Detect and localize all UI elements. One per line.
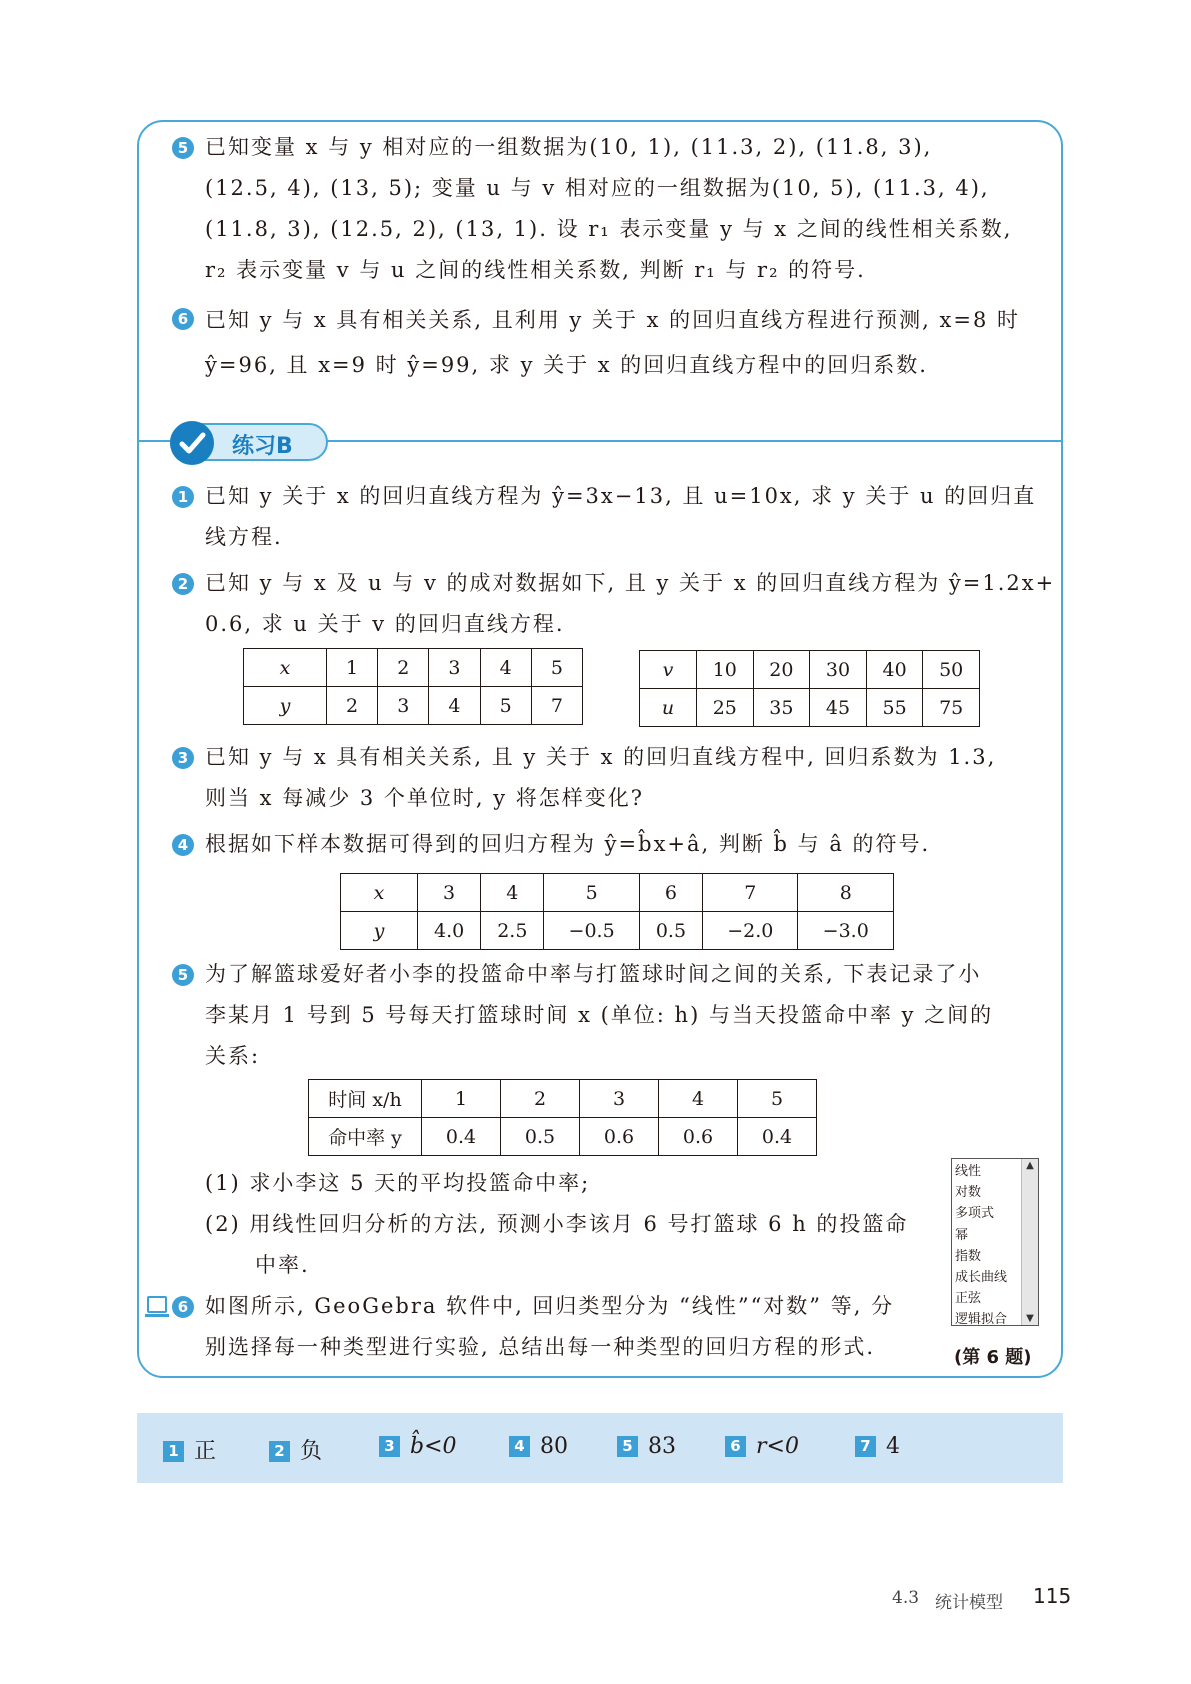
- exercise-text-line: (12.5, 4), (13, 5); 变量 u 与 v 相对应的一组数据为(10, 5), (11.3, 4),: [205, 176, 990, 200]
- table-cell: 25: [697, 689, 754, 727]
- listbox-items: [955, 1161, 1007, 1331]
- table-cell: 75: [923, 689, 980, 727]
- table-row: [640, 651, 980, 689]
- table-cell: 7: [703, 874, 798, 912]
- exercise-text-line: 已知 y 与 x 具有相关关系, 且 y 关于 x 的回归直线方程中, 回归系数为 1.3,: [205, 745, 997, 769]
- table-cell: 4: [480, 649, 531, 687]
- exercise-b3: [177, 737, 1035, 819]
- table-cell: 20: [753, 651, 810, 689]
- table-row: [341, 874, 894, 912]
- table-cell: 4: [429, 687, 480, 725]
- answer-number: 6: [725, 1436, 746, 1457]
- table-cell: 0.6: [580, 1118, 659, 1156]
- chevron-down-icon[interactable]: ▼: [1026, 1313, 1034, 1324]
- exercise-text-line: 线方程.: [205, 525, 283, 549]
- data-table-shooting: [308, 1079, 817, 1156]
- exercise-number: 4: [172, 834, 194, 856]
- exercise-b1: [177, 476, 1037, 558]
- exercise-text-line: 已知 y 关于 x 的回归直线方程为 ŷ=3x−13, 且 u=10x, 求 y 关于 u 的回归直: [205, 484, 1037, 508]
- answer-number: 5: [617, 1436, 638, 1457]
- table-cell: 7: [531, 687, 582, 725]
- table-header-cell: 时间 x/h: [309, 1080, 422, 1118]
- exercise-number: 1: [172, 486, 194, 508]
- table-cell: 5: [531, 649, 582, 687]
- table-cell: 3: [580, 1080, 659, 1118]
- table-header-cell: x: [244, 649, 327, 687]
- table-header-cell: v: [640, 651, 697, 689]
- table-cell: 4.0: [418, 912, 481, 950]
- exercise-a5: [177, 127, 1035, 291]
- exercise-number: 5: [172, 137, 194, 159]
- exercise-text-line: 0.6, 求 u 关于 v 的回归直线方程.: [205, 612, 565, 636]
- table-cell: 55: [866, 689, 923, 727]
- subquestion-1: (1) 求小李这 5 天的平均投篮命中率;: [205, 1171, 591, 1195]
- answer-item: [617, 1434, 676, 1459]
- table-cell: 3: [378, 687, 429, 725]
- table-cell: 0.5: [639, 912, 702, 950]
- exercise-text-line: 根据如下样本数据可得到的回归方程为 ŷ=b̂x+â, 判断 b̂ 与 â 的符号.: [205, 832, 931, 856]
- subquestion-2-continued: 中率.: [255, 1253, 310, 1277]
- table-cell: 10: [697, 651, 754, 689]
- section-title: 练习B: [232, 434, 293, 459]
- exercise-text-line: 如图所示, GeoGebra 软件中, 回归类型分为 “线性”“对数” 等, 分: [205, 1294, 895, 1318]
- exercise-number: 3: [172, 747, 194, 769]
- data-table-regression: [340, 873, 894, 950]
- table-header-cell: x: [341, 874, 418, 912]
- answer-text: b̂<0: [410, 1434, 457, 1459]
- answer-item: [379, 1434, 457, 1459]
- table-cell: 0.5: [501, 1118, 580, 1156]
- exercise-b6: [177, 1286, 945, 1368]
- answer-text: 负: [300, 1439, 323, 1464]
- exercise-number: 5: [172, 964, 194, 986]
- regression-type-listbox[interactable]: [951, 1158, 1039, 1326]
- answer-text: r<0: [756, 1434, 799, 1459]
- exercise-text-line: 已知变量 x 与 y 相对应的一组数据为(10, 1), (11.3, 2), (11.8, 3),: [205, 135, 933, 159]
- answer-item: [269, 1434, 322, 1465]
- listbox-option[interactable]: 对数: [955, 1185, 982, 1201]
- listbox-option[interactable]: 幂: [955, 1227, 969, 1243]
- answer-number: 1: [163, 1441, 184, 1462]
- exercise-a6: [177, 298, 1035, 388]
- answer-text: 4: [886, 1434, 900, 1459]
- data-table-xy: [243, 648, 583, 725]
- listbox-option[interactable]: 指数: [955, 1248, 982, 1264]
- subquestion-2: (2) 用线性回归分析的方法, 预测小李该月 6 号打篮球 6 h 的投篮命: [205, 1212, 909, 1236]
- figure-caption: (第 6 题): [954, 1347, 1032, 1368]
- exercise-text-line: 已知 y 与 x 及 u 与 v 的成对数据如下, 且 y 关于 x 的回归直线方程为 ŷ=1.2x+: [205, 571, 1056, 595]
- table-header-cell: 命中率 y: [309, 1118, 422, 1156]
- exercise-number: 6: [172, 1296, 194, 1318]
- computer-icon: [147, 1296, 167, 1313]
- table-cell: 0.6: [659, 1118, 738, 1156]
- answer-number: 2: [269, 1441, 290, 1462]
- table-cell: 4: [659, 1080, 738, 1118]
- section-number: 4.3: [892, 1588, 920, 1608]
- exercise-b2: [177, 563, 1056, 645]
- exercise-text-line: r₂ 表示变量 v 与 u 之间的线性相关系数, 判断 r₁ 与 r₂ 的符号.: [205, 258, 866, 282]
- exercise-text-line: 已知 y 与 x 具有相关关系, 且利用 y 关于 x 的回归直线方程进行预测, x=8 时: [205, 308, 1020, 332]
- section-title-footer: 统计模型: [935, 1593, 1003, 1613]
- table-row: [244, 649, 583, 687]
- exercise-b4: [177, 824, 1035, 865]
- listbox-scrollbar[interactable]: [1021, 1159, 1038, 1325]
- table-cell: 3: [429, 649, 480, 687]
- table-cell: −3.0: [798, 912, 894, 950]
- listbox-option[interactable]: 逻辑拟合: [955, 1312, 1008, 1328]
- exercise-text-line: 关系:: [205, 1044, 261, 1068]
- table-cell: 1: [327, 649, 378, 687]
- table-cell: 0.4: [738, 1118, 817, 1156]
- table-header-cell: y: [244, 687, 327, 725]
- answer-item: [163, 1434, 216, 1465]
- answer-text: 80: [540, 1434, 568, 1459]
- answer-number: 3: [379, 1436, 400, 1457]
- exercise-text-line: 则当 x 每减少 3 个单位时, y 将怎样变化?: [205, 786, 645, 810]
- table-cell: 6: [639, 874, 702, 912]
- answer-item: [509, 1434, 568, 1459]
- exercise-number: 2: [172, 573, 194, 595]
- chevron-up-icon[interactable]: ▲: [1026, 1160, 1034, 1171]
- table-cell: 5: [480, 687, 531, 725]
- table-cell: 45: [810, 689, 867, 727]
- table-cell: 2: [378, 649, 429, 687]
- table-cell: 2: [327, 687, 378, 725]
- table-cell: 4: [481, 874, 544, 912]
- table-cell: 40: [866, 651, 923, 689]
- table-row: [244, 687, 583, 725]
- listbox-option[interactable]: 成长曲线: [955, 1270, 1008, 1286]
- data-table-vu: [639, 650, 980, 727]
- answer-number: 7: [855, 1436, 876, 1457]
- answers-bar: [137, 1413, 1063, 1483]
- table-row: [640, 689, 980, 727]
- answer-text: 正: [194, 1439, 217, 1464]
- exercise-number: 6: [172, 308, 194, 330]
- table-cell: 35: [753, 689, 810, 727]
- table-cell: 5: [544, 874, 639, 912]
- exercise-text-line: 为了解篮球爱好者小李的投篮命中率与打篮球时间之间的关系, 下表记录了小: [205, 962, 982, 986]
- table-row: [309, 1080, 817, 1118]
- exercise-text-line: 别选择每一种类型进行实验, 总结出每一种类型的回归方程的形式.: [205, 1335, 876, 1359]
- table-cell: −2.0: [703, 912, 798, 950]
- exercise-b5: [177, 954, 1035, 1077]
- table-cell: 3: [418, 874, 481, 912]
- table-row: [341, 912, 894, 950]
- section-tab: [170, 423, 328, 461]
- answer-item: [725, 1434, 799, 1459]
- exercise-text-line: (11.8, 3), (12.5, 2), (13, 1). 设 r₁ 表示变量 y 与 x 之间的线性相关系数,: [205, 217, 1013, 241]
- answer-item: [855, 1434, 900, 1459]
- answer-number: 4: [509, 1436, 530, 1457]
- page-number: 115: [1033, 1584, 1072, 1608]
- listbox-option[interactable]: 线性: [955, 1164, 982, 1179]
- table-cell: 50: [923, 651, 980, 689]
- table-header-cell: y: [341, 912, 418, 950]
- exercise-text-line: 李某月 1 号到 5 号每天打篮球时间 x (单位: h) 与当天投篮命中率 y 之间的: [205, 1003, 994, 1027]
- table-cell: 1: [422, 1080, 501, 1118]
- table-cell: 0.4: [422, 1118, 501, 1156]
- table-row: [309, 1118, 817, 1156]
- practice-icon: [170, 421, 214, 465]
- answer-text: 83: [648, 1434, 676, 1459]
- table-cell: 2: [501, 1080, 580, 1118]
- table-cell: 30: [810, 651, 867, 689]
- exercise-text-line: ŷ=96, 且 x=9 时 ŷ=99, 求 y 关于 x 的回归直线方程中的回归系数.: [205, 353, 928, 377]
- table-header-cell: u: [640, 689, 697, 727]
- listbox-option[interactable]: 正弦: [955, 1291, 982, 1307]
- listbox-option[interactable]: 多项式: [955, 1206, 995, 1222]
- table-cell: 2.5: [481, 912, 544, 950]
- table-cell: −0.5: [544, 912, 639, 950]
- table-cell: 5: [738, 1080, 817, 1118]
- table-cell: 8: [798, 874, 894, 912]
